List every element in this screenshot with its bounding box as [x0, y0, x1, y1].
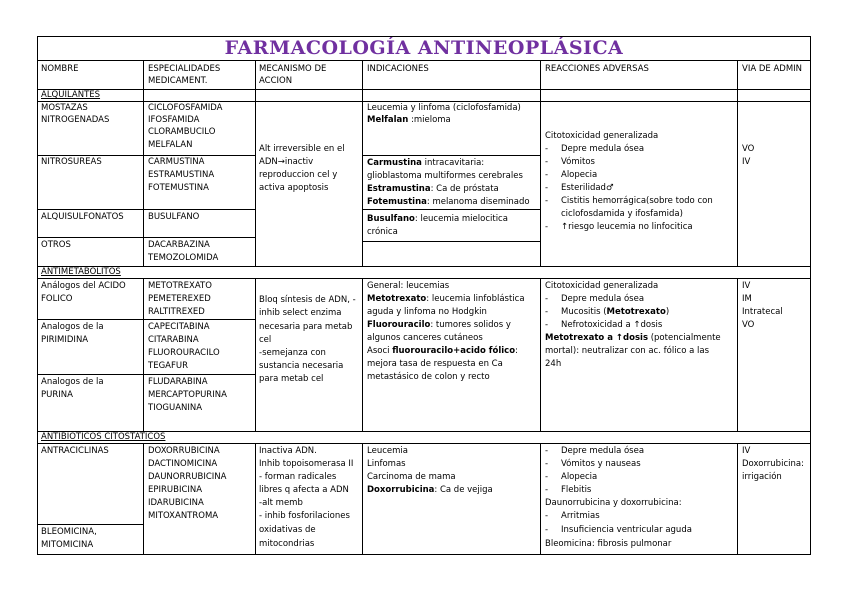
drug-name: TEGAFUR — [148, 361, 188, 371]
indication-text: Leucemia y linfoma (ciclofosfamida) — [367, 103, 521, 113]
via-text: IV — [742, 157, 751, 167]
indication-text: aguda y linfoma no Hodgkin — [367, 307, 487, 317]
row-divider — [37, 209, 255, 210]
column-divider — [255, 60, 256, 102]
header-mecanismo: MECANISMO DE — [259, 64, 327, 74]
table-border-top — [37, 36, 811, 37]
via-text: Intratecal — [742, 307, 783, 317]
mechanism-text: - inhib fosforilaciones — [259, 511, 350, 521]
indication-text: Melfalan :mieloma — [367, 115, 451, 125]
drug-name: IDARUBICINA — [148, 498, 204, 508]
indication-text: Fluorouracilo: tumores solidos y — [367, 320, 511, 330]
mechanism-text: Bloq síntesis de ADN, - — [259, 295, 356, 305]
drug-name: DACARBAZINA — [148, 240, 210, 250]
section-alquilantes: ALQUILANTES — [41, 90, 101, 100]
via-text: irrigación — [742, 472, 782, 482]
mechanism-text: cel — [259, 335, 272, 345]
group-name: NITROSUREAS — [41, 157, 102, 167]
mechanism-text: -semejanza con — [259, 348, 326, 358]
group-name: MITOMICINA — [41, 540, 94, 550]
group-name: PURINA — [41, 390, 73, 400]
column-divider — [362, 101, 363, 267]
group-name: Analogos de la — [41, 377, 104, 387]
adverse-item: - ↑riesgo leucemia no linfocitica — [545, 222, 693, 232]
adverse-item: 24h — [545, 359, 562, 369]
title-divider — [37, 60, 811, 61]
adverse-item: - Depre medula ósea — [545, 144, 645, 154]
indication-text: crónica — [367, 227, 398, 237]
header-especialidades: ESPECIALIDADES — [148, 64, 221, 74]
drug-name: MELFALAN — [148, 140, 193, 150]
indication-text: Busulfano: leucemia mielocitica — [367, 214, 508, 224]
indication-text: Doxorrubicina: Ca de vejiga — [367, 485, 493, 495]
indication-text: General: leucemias — [367, 281, 450, 291]
adverse-item: mortal): neutralizar con ac. fólico a las — [545, 346, 710, 356]
column-divider — [737, 278, 738, 432]
column-divider — [737, 60, 738, 102]
group-name: PIRIMIDINA — [41, 335, 89, 345]
via-text: IV — [742, 281, 751, 291]
mechanism-text: -alt memb — [259, 498, 303, 508]
via-text: VO — [742, 144, 755, 154]
indication-text: Estramustina: Ca de próstata — [367, 184, 499, 194]
column-divider — [255, 278, 256, 432]
column-divider — [362, 278, 363, 432]
row-divider — [362, 155, 540, 156]
drug-name: RALTITREXED — [148, 307, 205, 317]
section-antibioticos: ANTIBIOTICOS CITOSTATICOS — [41, 432, 166, 442]
drug-name: METOTREXATO — [148, 281, 212, 291]
group-name: NITROGENADAS — [41, 115, 110, 125]
drug-name: MITOXANTROMA — [148, 511, 219, 521]
mechanism-text: libres q afecta a ADN — [259, 485, 349, 495]
section-antimetabolitos: ANTIMETABOLITOS — [41, 267, 121, 277]
indication-text: Asoci fluorouracilo+acido fólico: — [367, 346, 518, 356]
row-divider — [37, 524, 143, 525]
column-divider — [143, 60, 144, 102]
adverse-item: Bleomicina: fibrosis pulmonar — [545, 539, 672, 549]
header-indicaciones: INDICACIONES — [367, 64, 429, 74]
adverse-item: - Vómitos y nauseas — [545, 459, 641, 469]
group-name: BLEOMICINA, — [41, 527, 97, 537]
group-name: OTROS — [41, 240, 71, 250]
section-divider — [37, 101, 811, 102]
column-divider — [143, 443, 144, 555]
mechanism-text: ADN→inactiv — [259, 157, 314, 167]
drug-name: FOTEMUSTINA — [148, 183, 209, 193]
pharmacology-table — [37, 36, 811, 556]
indication-text: glioblastoma multiformes cerebrales — [367, 171, 523, 181]
adverse-item: - Insuficiencia ventricular aguda — [545, 525, 692, 535]
adverse-item: - Flebitis — [545, 485, 592, 495]
adverse-item: - Mucositis (Metotrexato) — [545, 307, 670, 317]
header-mecanismo: ACCION — [259, 76, 293, 86]
mechanism-text: mitocondrias — [259, 539, 315, 549]
group-name: Analogos de la — [41, 322, 104, 332]
adverse-item: - Cistitis hemorrágica(sobre todo con — [545, 196, 713, 206]
column-divider — [143, 278, 144, 432]
page-title: FARMACOLOGÍA ANTINEOPLÁSICA — [224, 37, 624, 59]
drug-name: FLUDARABINA — [148, 377, 208, 387]
drug-name: EPIRUBICINA — [148, 485, 203, 495]
via-text: IV — [742, 446, 751, 456]
adverse-title: Citotoxicidad generalizada — [545, 131, 659, 141]
drug-name: CAPECITABINA — [148, 322, 210, 332]
row-divider — [37, 237, 255, 238]
column-divider — [540, 443, 541, 555]
drug-name: DAUNORRUBICINA — [148, 472, 227, 482]
drug-name: CLORAMBUCILO — [148, 127, 216, 137]
drug-name: DOXORRUBICINA — [148, 446, 220, 456]
mechanism-text: necesaria para metab — [259, 322, 353, 332]
via-text: IM — [742, 294, 752, 304]
drug-name: PEMETEREXED — [148, 294, 211, 304]
indication-text: Metotrexato: leucemia linfoblástica — [367, 294, 525, 304]
column-divider — [540, 278, 541, 432]
header-divider — [37, 89, 811, 90]
indication-text: Fotemustina: melanoma diseminado — [367, 197, 530, 207]
section-divider — [37, 278, 811, 279]
drug-name: CICLOFOSFAMIDA — [148, 103, 223, 113]
header-nombre: NOMBRE — [41, 64, 79, 74]
mechanism-text: reproduccion cel y — [259, 170, 338, 180]
drug-name: FLUOROURACILO — [148, 348, 220, 358]
indication-text: Leucemia — [367, 446, 408, 456]
mechanism-text: sustancia necesaria — [259, 361, 344, 371]
adverse-item: - Depre medula ósea — [545, 294, 645, 304]
table-border-right — [810, 36, 811, 555]
adverse-item: Daunorrubicina y doxorrubicina: — [545, 498, 682, 508]
header-reacciones: REACCIONES ADVERSAS — [545, 64, 649, 74]
mechanism-text: Alt irreversible en el — [259, 144, 345, 154]
adverse-item: - Alopecia — [545, 170, 598, 180]
adverse-item: - Vómitos — [545, 157, 595, 167]
mechanism-text: oxidativas de — [259, 525, 316, 535]
group-name: ALQUISULFONATOS — [41, 212, 124, 222]
column-divider — [255, 101, 256, 267]
column-divider — [143, 101, 144, 267]
adverse-item: Metotrexato a ↑dosis (potencialmente — [545, 333, 721, 343]
via-text: VO — [742, 320, 755, 330]
table-border-bottom — [37, 554, 811, 555]
adverse-item: - Alopecia — [545, 472, 598, 482]
mechanism-text: activa apoptosis — [259, 183, 329, 193]
drug-name: DACTINOMICINA — [148, 459, 218, 469]
header-via: VIA DE ADMIN — [742, 64, 803, 74]
drug-name: CARMUSTINA — [148, 157, 205, 167]
drug-name: TEMOZOLOMIDA — [148, 253, 219, 263]
row-divider — [37, 319, 255, 320]
indication-text: mejora tasa de respuesta en Ca — [367, 359, 503, 369]
mechanism-text: Inhib topoisomerasa II — [259, 459, 354, 469]
mechanism-text: Inactiva ADN. — [259, 446, 317, 456]
column-divider — [540, 60, 541, 102]
mechanism-text: para metab cel — [259, 374, 324, 384]
table-border-left — [37, 36, 38, 555]
adverse-item: - Depre medula ósea — [545, 446, 645, 456]
column-divider — [362, 60, 363, 102]
indication-text: metastásico de colon y recto — [367, 372, 490, 382]
group-name: ANTRACICLINAS — [41, 446, 109, 456]
adverse-item: - Nefrotoxicidad a ↑dosis — [545, 320, 663, 330]
via-text: Doxorrubicina: — [742, 459, 804, 469]
adverse-item: ciclofosdamida y ifosfamida) — [561, 209, 683, 219]
adverse-item: - Arritmias — [545, 511, 600, 521]
drug-name: CITARABINA — [148, 335, 199, 345]
column-divider — [362, 443, 363, 555]
column-divider — [737, 101, 738, 267]
indication-text: Carmustina intracavitaria: — [367, 158, 485, 168]
adverse-item: - Esterilidad♂ — [545, 183, 614, 193]
row-divider — [37, 374, 255, 375]
group-name: Análogos del ACIDO — [41, 281, 126, 291]
indication-text: Linfomas — [367, 459, 406, 469]
row-divider — [362, 241, 540, 242]
column-divider — [255, 443, 256, 555]
column-divider — [540, 101, 541, 267]
indication-text: Carcinoma de mama — [367, 472, 456, 482]
mechanism-text: - forman radicales — [259, 472, 337, 482]
row-divider — [37, 155, 255, 156]
mechanism-text: inhib select enzima — [259, 308, 342, 318]
group-name: FOLICO — [41, 294, 73, 304]
group-name: MOSTAZAS — [41, 103, 88, 113]
drug-name: IFOSFAMIDA — [148, 115, 200, 125]
row-divider — [362, 209, 540, 210]
drug-name: MERCAPTOPURINA — [148, 390, 227, 400]
column-divider — [737, 443, 738, 555]
header-especialidades: MEDICAMENT. — [148, 76, 208, 86]
section-divider — [37, 266, 811, 267]
adverse-title: Citotoxicidad generalizada — [545, 281, 659, 291]
drug-name: BUSULFANO — [148, 212, 200, 222]
drug-name: ESTRAMUSTINA — [148, 170, 215, 180]
indication-text: algunos canceres cutáneos — [367, 333, 483, 343]
drug-name: TIOGUANINA — [148, 403, 203, 413]
